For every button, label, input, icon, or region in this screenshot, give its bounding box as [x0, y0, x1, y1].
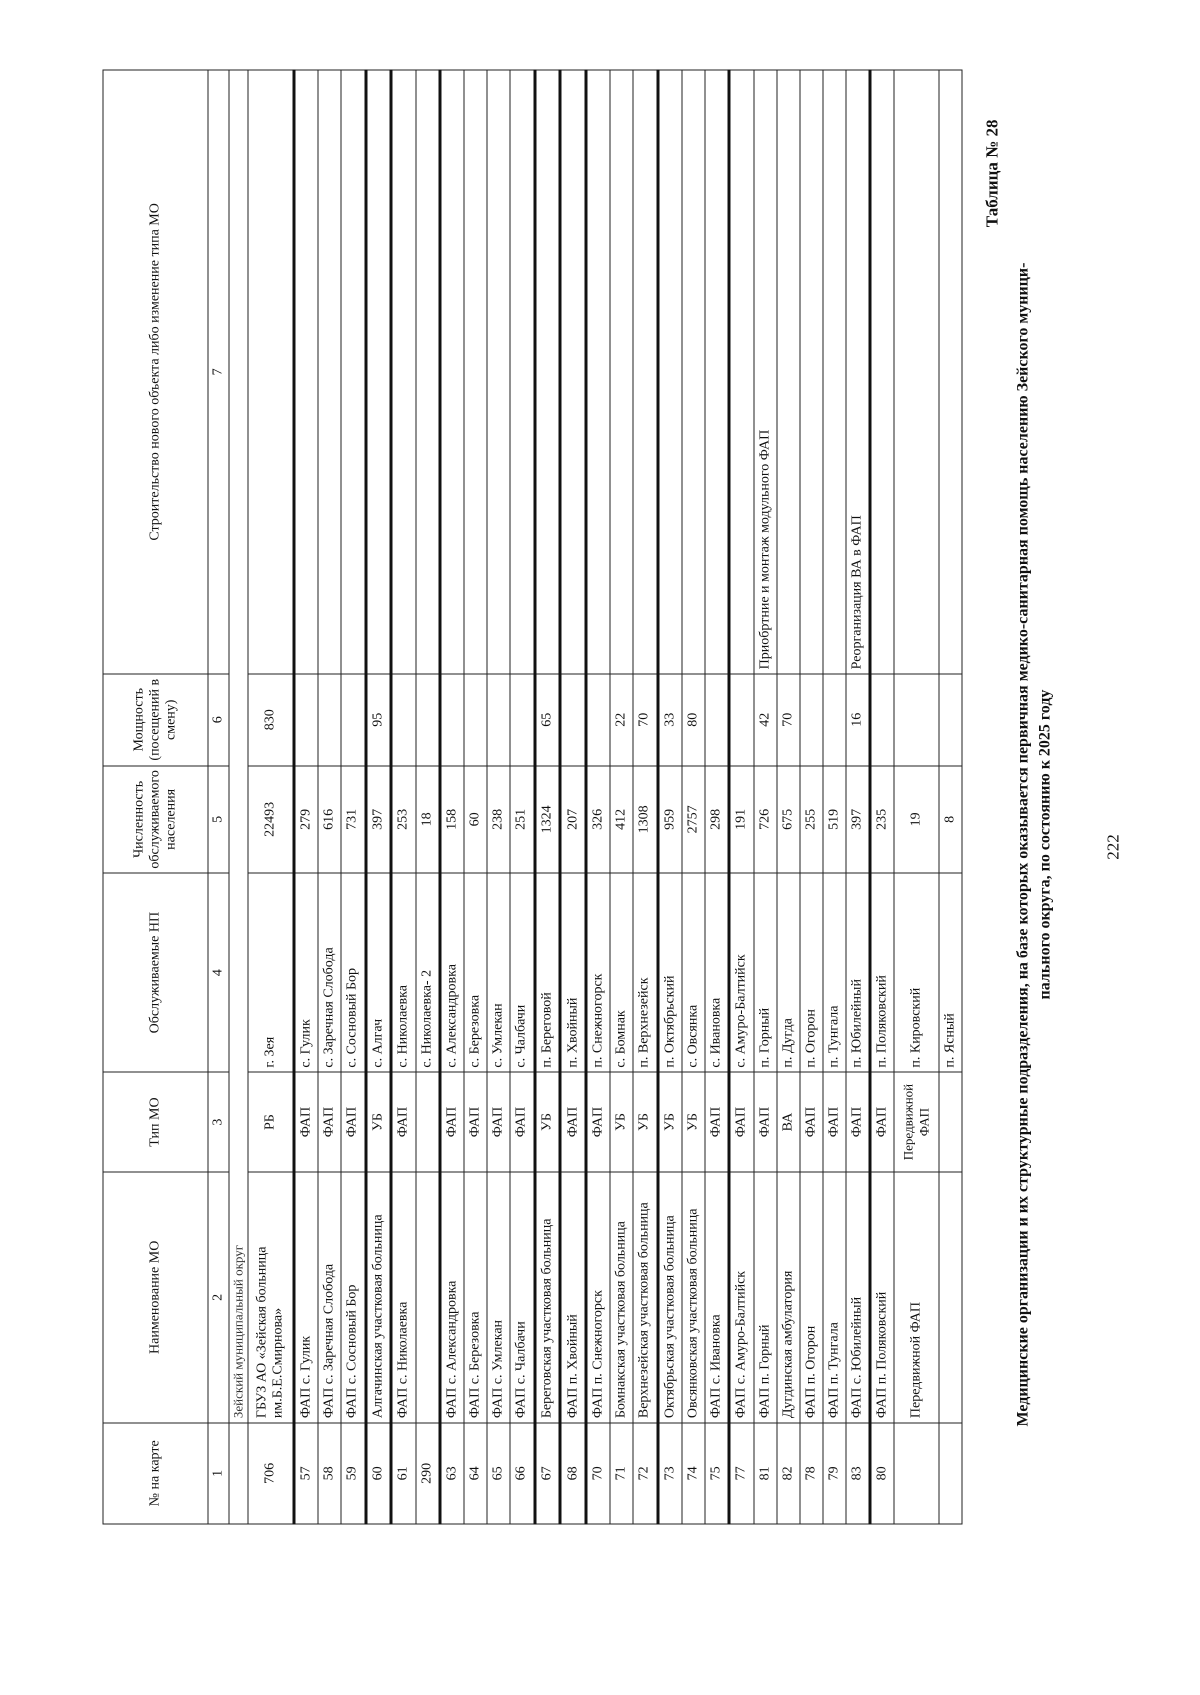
- table-row: [510, 70, 534, 1524]
- organization-name-cell: ФАП п. Огорон: [799, 1172, 822, 1423]
- settlement-cell: п. Верхнезейск: [633, 873, 657, 1072]
- organization-type-cell: ФАП: [293, 1072, 317, 1172]
- organization-name-cell: Верхнезейская участковая больница: [633, 1172, 657, 1423]
- table-row: [318, 70, 341, 1524]
- table-row: [845, 70, 869, 1524]
- column-header: Строительство нового объекта либо изменение типа МО: [103, 70, 208, 674]
- organization-type-cell: УБ: [681, 1072, 704, 1172]
- table-row: [391, 70, 415, 1524]
- organization-type-cell: УБ: [534, 1072, 560, 1172]
- table-row: [657, 70, 681, 1524]
- organization-type-cell: ФАП: [391, 1072, 415, 1172]
- settlement-cell: с. Николаевка- 2: [415, 873, 439, 1072]
- capacity-cell: 70: [633, 674, 657, 766]
- settlement-cell: с. Александровка: [439, 873, 463, 1072]
- population-cell: 616: [318, 766, 341, 873]
- settlement-cell: п. Снежногорск: [585, 873, 609, 1072]
- construction-note-cell: [510, 70, 534, 674]
- organization-name-cell: ГБУЗ АО «Зейская больница им.Б.Е.Смирнова»: [248, 1172, 294, 1423]
- settlement-cell: с. Березовка: [464, 873, 487, 1072]
- table-row: [487, 70, 510, 1524]
- table-number-label: Таблица № 28: [982, 119, 1001, 228]
- construction-note-cell: [318, 70, 341, 674]
- map-number-cell: 78: [799, 1423, 822, 1524]
- table-header-row: [103, 70, 208, 1524]
- construction-note-cell: [894, 70, 939, 674]
- table-row: [365, 70, 391, 1524]
- settlement-cell: с. Бомнак: [610, 873, 633, 1072]
- organization-type-cell: ФАП: [487, 1072, 510, 1172]
- map-number-cell: 59: [341, 1423, 365, 1524]
- map-number-cell: 66: [510, 1423, 534, 1524]
- column-number: 3: [208, 1072, 229, 1172]
- population-cell: 251: [510, 766, 534, 873]
- organization-type-cell: [938, 1072, 961, 1172]
- settlement-cell: п. Береговой: [534, 873, 560, 1072]
- organization-type-cell: ФАП: [439, 1072, 463, 1172]
- district-name: Зейский муниципальный округ: [229, 70, 248, 1423]
- organization-type-cell: ФАП: [845, 1072, 869, 1172]
- settlement-cell: с. Чалбачи: [510, 873, 534, 1072]
- column-number: 1: [208, 1423, 229, 1524]
- column-number: 5: [208, 766, 229, 873]
- population-cell: 191: [729, 766, 753, 873]
- population-cell: 22493: [248, 766, 294, 873]
- construction-note-cell: [704, 70, 728, 674]
- table-row: [293, 70, 317, 1524]
- settlement-cell: с. Ивановка: [704, 873, 728, 1072]
- settlement-cell: г. Зея: [248, 873, 294, 1072]
- settlement-cell: с. Умлекан: [487, 873, 510, 1072]
- organization-type-cell: ФАП: [560, 1072, 586, 1172]
- settlement-cell: с. Амуро-Балтийск: [729, 873, 753, 1072]
- capacity-cell: [391, 674, 415, 766]
- organization-type-cell: [415, 1072, 439, 1172]
- table-row: [799, 70, 822, 1524]
- construction-note-cell: [822, 70, 845, 674]
- column-header: № на карте: [103, 1423, 208, 1524]
- capacity-cell: [560, 674, 586, 766]
- capacity-cell: [510, 674, 534, 766]
- construction-note-cell: [869, 70, 893, 674]
- table-row: [534, 70, 560, 1524]
- capacity-cell: [938, 674, 961, 766]
- map-number-cell: 68: [560, 1423, 586, 1524]
- table-row: [729, 70, 753, 1524]
- population-cell: 60: [464, 766, 487, 873]
- construction-note-cell: [938, 70, 961, 674]
- capacity-cell: [822, 674, 845, 766]
- map-number-cell: [894, 1423, 939, 1524]
- capacity-cell: 95: [365, 674, 391, 766]
- capacity-cell: [439, 674, 463, 766]
- organization-name-cell: ФАП п. Поляковский: [869, 1172, 893, 1423]
- capacity-cell: 65: [534, 674, 560, 766]
- table-row: [341, 70, 365, 1524]
- organization-name-cell: ФАП с. Ивановка: [704, 1172, 728, 1423]
- population-cell: 1324: [534, 766, 560, 873]
- capacity-cell: [415, 674, 439, 766]
- table-row: [464, 70, 487, 1524]
- construction-note-cell: [464, 70, 487, 674]
- column-header: Мощность (посещений в смену): [103, 674, 208, 766]
- settlement-cell: п. Тунгала: [822, 873, 845, 1072]
- map-number-cell: 74: [681, 1423, 704, 1524]
- organization-type-cell: Передвижной ФАП: [894, 1072, 939, 1172]
- settlement-cell: п. Юбилейный: [845, 873, 869, 1072]
- organization-type-cell: ФАП: [585, 1072, 609, 1172]
- construction-note-cell: [439, 70, 463, 674]
- organization-name-cell: ФАП с. Гулик: [293, 1172, 317, 1423]
- construction-note-cell: [585, 70, 609, 674]
- population-cell: 1308: [633, 766, 657, 873]
- settlement-cell: п. Хвойный: [560, 873, 586, 1072]
- population-cell: 255: [799, 766, 822, 873]
- column-header: Наименование МО: [103, 1172, 208, 1423]
- capacity-cell: 70: [776, 674, 799, 766]
- population-cell: 731: [341, 766, 365, 873]
- organization-name-cell: ФАП п. Снежногорск: [585, 1172, 609, 1423]
- column-number: 7: [208, 70, 229, 674]
- organization-type-cell: УБ: [365, 1072, 391, 1172]
- capacity-cell: [585, 674, 609, 766]
- medical-organizations-table: [102, 70, 962, 1525]
- settlement-cell: с. Николаевка: [391, 873, 415, 1072]
- population-cell: 326: [585, 766, 609, 873]
- capacity-cell: 22: [610, 674, 633, 766]
- map-number-cell: 61: [391, 1423, 415, 1524]
- settlement-cell: п. Октябрьский: [657, 873, 681, 1072]
- organization-type-cell: ФАП: [318, 1072, 341, 1172]
- map-number-cell: 73: [657, 1423, 681, 1524]
- table-row: [681, 70, 704, 1524]
- organization-name-cell: ФАП с. Чалбачи: [510, 1172, 534, 1423]
- map-number-cell: 58: [318, 1423, 341, 1524]
- map-number-cell: 64: [464, 1423, 487, 1524]
- construction-note-cell: [633, 70, 657, 674]
- settlement-cell: с. Заречная Слобода: [318, 873, 341, 1072]
- settlement-cell: п. Ясный: [938, 873, 961, 1072]
- map-number-cell: 65: [487, 1423, 510, 1524]
- organization-name-cell: Алгачинская участковая больница: [365, 1172, 391, 1423]
- table-row: [610, 70, 633, 1524]
- organization-type-cell: УБ: [657, 1072, 681, 1172]
- construction-note-cell: [799, 70, 822, 674]
- population-cell: 238: [487, 766, 510, 873]
- organization-type-cell: ВА: [776, 1072, 799, 1172]
- organization-name-cell: [415, 1172, 439, 1423]
- table-row: [439, 70, 463, 1524]
- document-title: [1012, 85, 1056, 1605]
- population-cell: 397: [845, 766, 869, 873]
- capacity-cell: 42: [753, 674, 776, 766]
- construction-note-cell: [415, 70, 439, 674]
- organization-name-cell: Передвижной ФАП: [894, 1172, 939, 1423]
- map-number-cell: 77: [729, 1423, 753, 1524]
- organization-name-cell: ФАП с. Сосновый Бор: [341, 1172, 365, 1423]
- population-cell: 19: [894, 766, 939, 873]
- organization-name-cell: Бомнакская участковая больница: [610, 1172, 633, 1423]
- organization-type-cell: УБ: [633, 1072, 657, 1172]
- organization-type-cell: ФАП: [753, 1072, 776, 1172]
- construction-note-cell: [657, 70, 681, 674]
- organization-name-cell: ФАП с. Березовка: [464, 1172, 487, 1423]
- organization-name-cell: ФАП с. Заречная Слобода: [318, 1172, 341, 1423]
- organization-type-cell: ФАП: [729, 1072, 753, 1172]
- map-number-cell: 63: [439, 1423, 463, 1524]
- map-number-cell: 60: [365, 1423, 391, 1524]
- table-row: [560, 70, 586, 1524]
- organization-type-cell: ФАП: [822, 1072, 845, 1172]
- capacity-cell: [869, 674, 893, 766]
- map-number-cell: 706: [248, 1423, 294, 1524]
- capacity-cell: [894, 674, 939, 766]
- organization-name-cell: Береговская участковая больница: [534, 1172, 560, 1423]
- capacity-cell: [293, 674, 317, 766]
- capacity-cell: 33: [657, 674, 681, 766]
- population-cell: 8: [938, 766, 961, 873]
- capacity-cell: [318, 674, 341, 766]
- settlement-cell: с. Сосновый Бор: [341, 873, 365, 1072]
- map-number-cell: 290: [415, 1423, 439, 1524]
- population-cell: 207: [560, 766, 586, 873]
- organization-type-cell: РБ: [248, 1072, 294, 1172]
- organization-name-cell: ФАП с. Амуро-Балтийск: [729, 1172, 753, 1423]
- population-cell: 235: [869, 766, 893, 873]
- construction-note-cell: [776, 70, 799, 674]
- page-number: 222: [1103, 834, 1122, 860]
- organization-name-cell: ФАП с. Юбилейный: [845, 1172, 869, 1423]
- construction-note-cell: [610, 70, 633, 674]
- settlement-cell: п. Дугда: [776, 873, 799, 1072]
- map-number-cell: 83: [845, 1423, 869, 1524]
- column-number: 4: [208, 873, 229, 1072]
- construction-note-cell: [487, 70, 510, 674]
- population-cell: 519: [822, 766, 845, 873]
- settlement-cell: с. Алгач: [365, 873, 391, 1072]
- column-header: Тип МО: [103, 1072, 208, 1172]
- organization-name-cell: Дугдинская амбулатория: [776, 1172, 799, 1423]
- construction-note-cell: [248, 70, 294, 674]
- organization-type-cell: ФАП: [510, 1072, 534, 1172]
- table-row: [415, 70, 439, 1524]
- population-cell: 279: [293, 766, 317, 873]
- organization-name-cell: ФАП п. Хвойный: [560, 1172, 586, 1423]
- map-number-cell: 70: [585, 1423, 609, 1524]
- table-row: [894, 70, 939, 1524]
- column-header: Обслуживаемые НП: [103, 873, 208, 1072]
- map-number-cell: 71: [610, 1423, 633, 1524]
- settlement-cell: п. Горный: [753, 873, 776, 1072]
- capacity-cell: [704, 674, 728, 766]
- population-cell: 959: [657, 766, 681, 873]
- title-line: пального округа, по состоянию к 2025 году: [1036, 689, 1053, 1000]
- construction-note-cell: [534, 70, 560, 674]
- table-row: [585, 70, 609, 1524]
- organization-type-cell: ФАП: [704, 1072, 728, 1172]
- construction-note-cell: [293, 70, 317, 674]
- table-body: [229, 70, 962, 1524]
- population-cell: 2757: [681, 766, 704, 873]
- title-line: Медицинские организации и их структурные подразделения, на базе которых оказывается первичная медико-санитарная помощь населению Зейского муници-: [1014, 262, 1031, 1427]
- capacity-cell: 830: [248, 674, 294, 766]
- organization-type-cell: ФАП: [799, 1072, 822, 1172]
- construction-note-cell: [560, 70, 586, 674]
- capacity-cell: [341, 674, 365, 766]
- capacity-cell: 80: [681, 674, 704, 766]
- construction-note-cell: [391, 70, 415, 674]
- population-cell: 158: [439, 766, 463, 873]
- map-number-cell: 72: [633, 1423, 657, 1524]
- map-number-cell: 80: [869, 1423, 893, 1524]
- capacity-cell: [799, 674, 822, 766]
- capacity-cell: [729, 674, 753, 766]
- population-cell: 253: [391, 766, 415, 873]
- construction-note-cell: [365, 70, 391, 674]
- table-row: [869, 70, 893, 1524]
- organization-name-cell: ФАП п. Горный: [753, 1172, 776, 1423]
- construction-note-cell: Реорганизация ВА в ФАП: [845, 70, 869, 674]
- map-number-cell: 67: [534, 1423, 560, 1524]
- population-cell: 298: [704, 766, 728, 873]
- population-cell: 412: [610, 766, 633, 873]
- population-cell: 18: [415, 766, 439, 873]
- organization-name-cell: ФАП с. Умлекан: [487, 1172, 510, 1423]
- population-cell: 397: [365, 766, 391, 873]
- table-row: [938, 70, 961, 1524]
- construction-note-cell: [341, 70, 365, 674]
- settlement-cell: п. Кировский: [894, 873, 939, 1072]
- organization-type-cell: ФАП: [341, 1072, 365, 1172]
- column-numbers-row: [208, 70, 229, 1524]
- column-header: Численность обслуживаемого населения: [103, 766, 208, 873]
- organization-name-cell: ФАП п. Тунгала: [822, 1172, 845, 1423]
- organization-name-cell: [938, 1172, 961, 1423]
- construction-note-cell: [681, 70, 704, 674]
- settlement-cell: с. Гулик: [293, 873, 317, 1072]
- district-row: [229, 70, 248, 1524]
- map-number-cell: 75: [704, 1423, 728, 1524]
- organization-name-cell: ФАП с. Александровка: [439, 1172, 463, 1423]
- capacity-cell: [464, 674, 487, 766]
- table-row: [704, 70, 728, 1524]
- table-row: [633, 70, 657, 1524]
- map-number-cell: 79: [822, 1423, 845, 1524]
- construction-note-cell: Приобртние и монтаж модульного ФАП: [753, 70, 776, 674]
- settlement-cell: п. Огорон: [799, 873, 822, 1072]
- column-number: 6: [208, 674, 229, 766]
- settlement-cell: п. Поляковский: [869, 873, 893, 1072]
- organization-type-cell: ФАП: [869, 1072, 893, 1172]
- population-cell: 726: [753, 766, 776, 873]
- settlement-cell: с. Овсянка: [681, 873, 704, 1072]
- organization-name-cell: Октябрьская участковая больница: [657, 1172, 681, 1423]
- population-cell: 675: [776, 766, 799, 873]
- table-row: [776, 70, 799, 1524]
- organization-name-cell: ФАП с. Николаевка: [391, 1172, 415, 1423]
- column-number: 2: [208, 1172, 229, 1423]
- table-row: [753, 70, 776, 1524]
- map-number-cell: 57: [293, 1423, 317, 1524]
- table-row: [822, 70, 845, 1524]
- map-number-cell: [938, 1423, 961, 1524]
- map-number-cell: 81: [753, 1423, 776, 1524]
- organization-type-cell: УБ: [610, 1072, 633, 1172]
- map-number-cell: 82: [776, 1423, 799, 1524]
- table-row: [248, 70, 294, 1524]
- construction-note-cell: [729, 70, 753, 674]
- organization-name-cell: Овсянковская участковая больница: [681, 1172, 704, 1423]
- capacity-cell: 16: [845, 674, 869, 766]
- capacity-cell: [487, 674, 510, 766]
- organization-type-cell: ФАП: [464, 1072, 487, 1172]
